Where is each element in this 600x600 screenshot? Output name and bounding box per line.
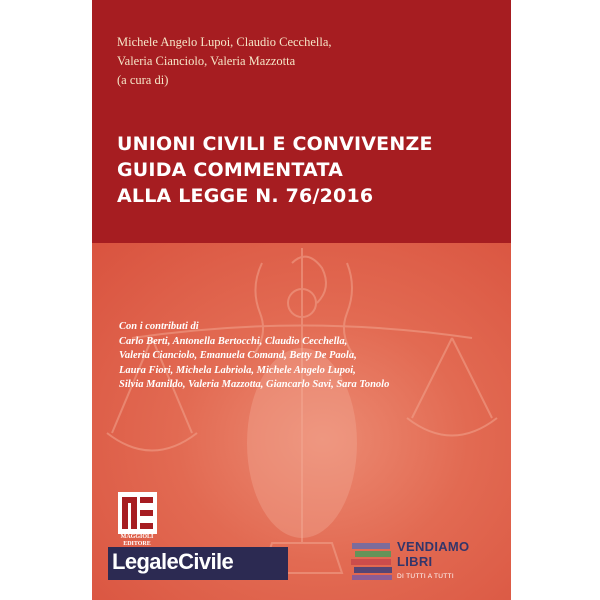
watermark-tagline: DI TUTTI A TUTTI xyxy=(397,573,454,580)
title-line: GUIDA COMMENTATA xyxy=(117,159,344,181)
editors-line: Michele Angelo Lupoi, Claudio Cecchella, xyxy=(117,35,332,49)
watermark-line: VENDIAMO xyxy=(397,539,470,554)
publisher-name xyxy=(110,534,164,548)
series-name: LegaleCivile xyxy=(112,549,234,574)
publisher-line: MAGGIOLI xyxy=(120,534,154,540)
contributors-block xyxy=(119,320,504,393)
editors-line: Valeria Cianciolo, Valeria Mazzotta xyxy=(117,54,296,68)
maggioli-logo xyxy=(118,492,157,534)
title-line: ALLA LEGGE N. 76/2016 xyxy=(117,185,374,207)
contributors-line: Carlo Berti, Antonella Bertocchi, Claudio Cecchella, xyxy=(119,335,348,347)
editors-role: (a cura di) xyxy=(117,73,169,87)
book-cover xyxy=(92,0,511,600)
contributors-line: Laura Fiori, Michela Labriola, Michele Angelo Lupoi, xyxy=(119,364,356,376)
contributors-line: Valeria Cianciolo, Emanuela Comand, Betty De Paola, xyxy=(119,350,357,361)
books-stack-icon xyxy=(350,541,394,581)
publisher-line: EDITORE xyxy=(123,541,151,547)
title-line: UNIONI CIVILI E CONVIVENZE xyxy=(117,133,433,155)
contributors-heading: Con i contributi di xyxy=(119,321,199,332)
contributors-line: Silvia Manildo, Valeria Mazzotta, Giancarlo Savi, Sara Tonolo xyxy=(119,379,390,390)
book-title xyxy=(117,131,497,209)
editors-block xyxy=(117,33,477,90)
watermark-line: LIBRI xyxy=(397,554,433,569)
